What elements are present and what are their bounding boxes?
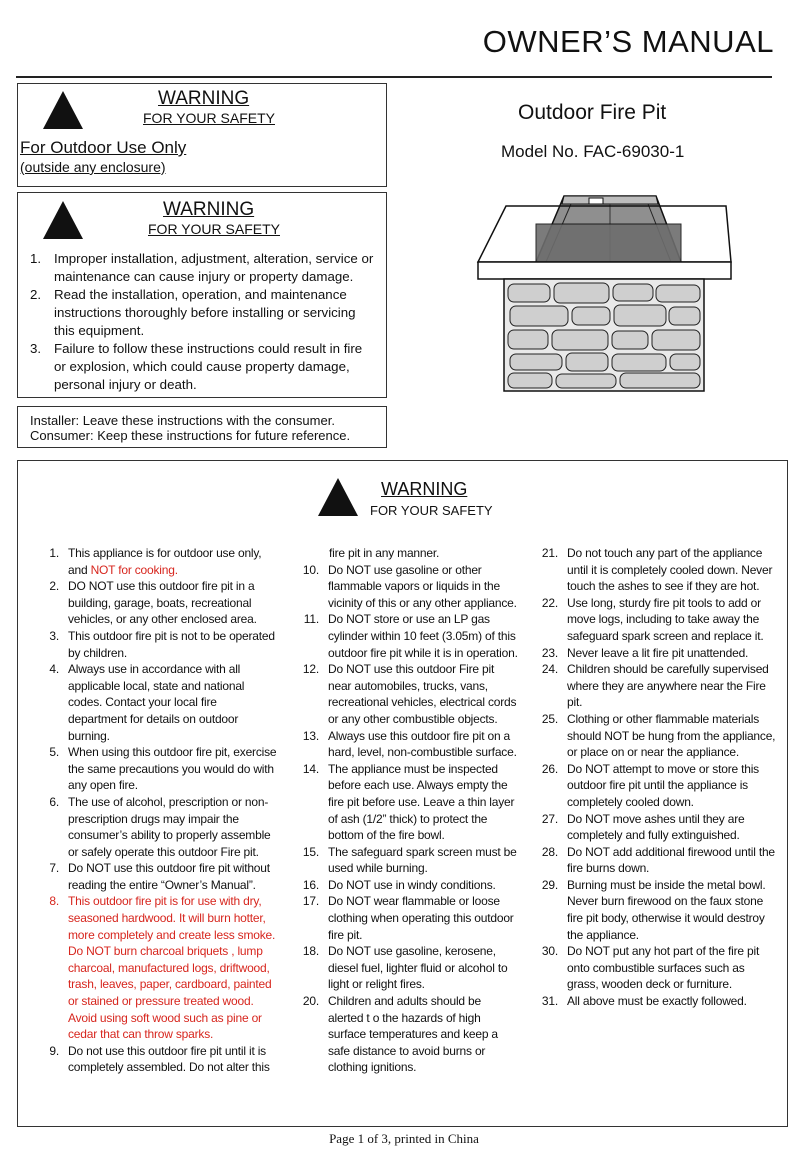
warning-triangle-icon: ! bbox=[43, 91, 83, 129]
fire-pit-illustration bbox=[476, 184, 756, 394]
list-item: 1. Improper installation, adjustment, alteration, service or maintenance can cause injury or property damage. bbox=[30, 251, 374, 284]
list-item: 22. Use long, sturdy fire pit tools to add or move logs, including to take away the safeguard spark screen and replace it. bbox=[541, 595, 764, 643]
for-your-safety-label: FOR YOUR SAFETY bbox=[148, 221, 280, 237]
list-item: 2. DO NOT use this outdoor fire pit in a building, garage, boats, recreational vehicles, or any other enclosed area. bbox=[49, 579, 257, 627]
warning-heading: WARNING bbox=[381, 479, 468, 499]
list-item: 31. All above must be exactly followed. bbox=[541, 994, 747, 1009]
list-item: 13. Always use this outdoor fire pit on a hard, level, non-combustible surface. bbox=[302, 728, 517, 760]
list-item: 12. Do NOT use this outdoor Fire pit near automobiles, trucks, vans, recreational vehicles, electrical cords or any other combustible objects. bbox=[302, 662, 517, 726]
list-item: 9. Do not use this outdoor fire pit until it is completely assembled. Do not alter this bbox=[49, 1043, 270, 1075]
list-item: 1. This appliance is for outdoor use only, and NOT for cooking. bbox=[49, 546, 262, 577]
for-your-safety-label: FOR YOUR SAFETY bbox=[370, 503, 493, 518]
outdoor-use-only-label: For Outdoor Use Only bbox=[20, 138, 187, 157]
list-item: 5. When using this outdoor fire pit, exercise the same precautions you would do with any open fire. bbox=[49, 745, 277, 793]
list-item: 16. Do NOT use in windy conditions. bbox=[302, 877, 496, 892]
product-name: Outdoor Fire Pit bbox=[518, 101, 667, 124]
list-item: 7. Do NOT use this outdoor fire pit without reading the entire “Owner’s Manual”. bbox=[49, 861, 270, 892]
instructions-retention-text: Installer: Leave these instructions with the consumer. Consumer: Keep these instructions for future reference. bbox=[30, 413, 351, 443]
for-your-safety-label: FOR YOUR SAFETY bbox=[143, 110, 275, 126]
list-item: 21. Do not touch any part of the appliance until it is completely cooled down. Never touch the ashes to see if they are hot. bbox=[541, 546, 773, 594]
list-item: 3. Failure to follow these instructions could result in fire or explosion, which could cause property damage, personal injury or death. bbox=[30, 341, 363, 392]
list-item: 30. Do NOT put any hot part of the fire pit onto combustible surfaces such as grass, wooden deck or furniture. bbox=[541, 944, 760, 992]
list-item: 3. This outdoor fire pit is not to be operated by children. bbox=[49, 628, 275, 660]
list-item: 25. Clothing or other flammable materials should NOT be hung from the appliance, or place on or near the appliance. bbox=[541, 711, 776, 760]
warning-heading: WARNING bbox=[163, 199, 255, 220]
list-item: 2. Read the installation, operation, and maintenance instructions thoroughly before installing or servicing this equipment. bbox=[30, 287, 356, 338]
list-item: 14. The appliance must be inspected before each use. Always empty the fire pit before use. Leave a thin layer of ash (1/2” thick) to protect the bottom of the fire bowl. bbox=[302, 761, 515, 843]
list-item: 23. Never leave a lit fire pit unattended. bbox=[541, 645, 749, 660]
warning-triangle-icon: ! bbox=[43, 201, 83, 239]
list-item: 6. The use of alcohol, prescription or non-prescription drugs may impair the consumer’s ability to properly assemble or safely operate this outdoor Fire pit. bbox=[49, 794, 271, 859]
page-footer: Page 1 of 3, printed in China bbox=[329, 1131, 479, 1146]
list-item-highlighted: 8. This outdoor fire pit is for use with dry, seasoned hardwood. It will burn hotter, more completely and create less smoke. Do NOT burn charcoal briquets , lump charcoal, manufactured logs, driftwood, trash, leaves, paper, cardboard, painted or stained or pressure treated wood. Avoid using soft wood such as pine or cedar that can throw sparks. bbox=[49, 894, 276, 1042]
safety-column-2 bbox=[293, 545, 518, 1076]
list-item: 29. Burning must be inside the metal bowl. Never burn firewood on the faux stone fire pit body, otherwise it would destroy the appliance. bbox=[541, 877, 766, 942]
warning-heading: WARNING bbox=[158, 88, 250, 109]
list-item: 20. Children and adults should be alerted t o the hazards of high surface temperatures and keep a safe distance to avoid burns or clothing ignitions. bbox=[302, 994, 498, 1075]
enclosure-note: (outside any enclosure) bbox=[20, 159, 166, 175]
list-item: 11. Do NOT store or use an LP gas cylinder within 10 feet (3.05m) of this outdoor fire pit while it is in operation. bbox=[303, 612, 518, 660]
list-item: 28. Do NOT add additional firewood until the fire burns down. bbox=[541, 844, 775, 876]
model-number: Model No. FAC-69030-1 bbox=[501, 142, 685, 161]
list-item: 27. Do NOT move ashes until they are completely and fully extinguished. bbox=[541, 811, 745, 843]
list-item: 26. Do NOT attempt to move or store this outdoor fire pit until the appliance is completely cooled down. bbox=[541, 761, 759, 809]
installation-warning-list bbox=[30, 250, 375, 394]
document-title: OWNER’S MANUAL bbox=[482, 24, 774, 59]
list-item: 24. Children should be carefully supervised where they are anywhere near the Fire pit. bbox=[541, 662, 769, 710]
warning-triangle-icon: ! bbox=[318, 478, 358, 516]
list-item: 17. Do NOT wear flammable or loose clothing when operating this outdoor fire pit. bbox=[302, 894, 514, 942]
safety-column-3 bbox=[536, 545, 776, 1010]
list-item: 18. Do NOT use gasoline, kerosene, diesel fuel, lighter fluid or alcohol to light or relight fires. bbox=[302, 944, 508, 992]
continued-text: fire pit in any manner. bbox=[329, 546, 440, 560]
safety-column-1 bbox=[38, 545, 278, 1076]
list-item: 4. Always use in accordance with all applicable local, state and national codes. Contact your local fire department for details on outdoor burning. bbox=[49, 662, 245, 743]
list-item: 15. The safeguard spark screen must be used while burning. bbox=[302, 844, 517, 876]
outdoor-warning-box bbox=[17, 83, 387, 187]
title-divider bbox=[16, 76, 772, 78]
list-item: 10. Do NOT use gasoline or other flammable vapors or liquids in the vicinity of this or any other appliance. bbox=[302, 562, 517, 610]
